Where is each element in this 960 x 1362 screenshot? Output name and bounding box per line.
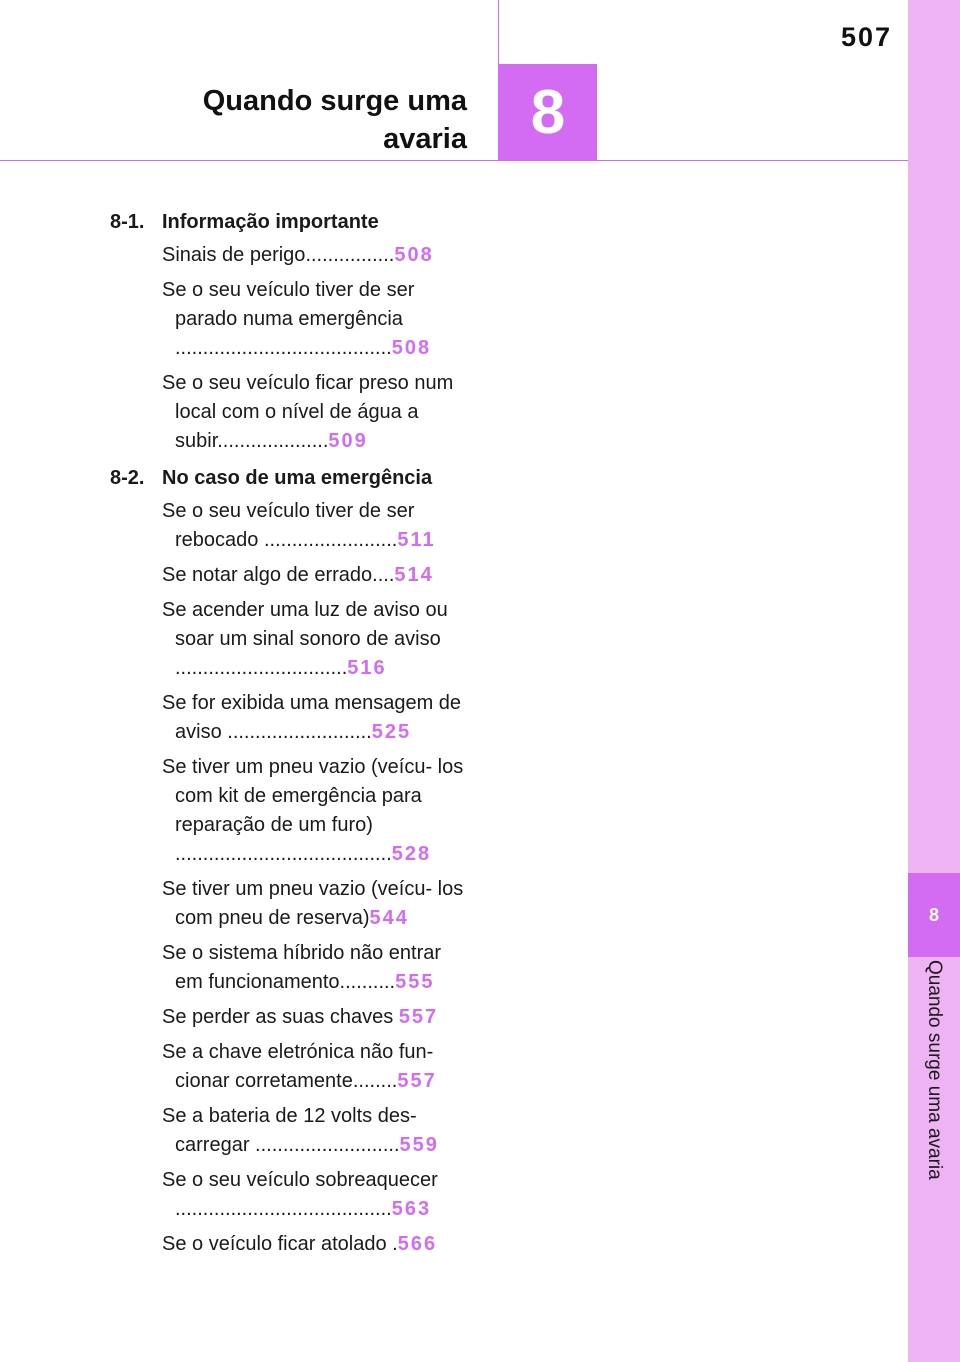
section-1: [110, 206, 470, 456]
entry-text: Se acender uma luz de aviso ou soar um sinal sonoro de aviso: [162, 599, 448, 650]
page-number: 507: [840, 22, 892, 52]
entry-page-link[interactable]: 516: [347, 657, 387, 679]
chapter-number: 8: [530, 77, 566, 147]
entry-leader: ....................: [217, 430, 329, 452]
toc-entry[interactable]: [162, 276, 471, 363]
chapter-title: [150, 82, 467, 158]
entry-leader: .......................................: [175, 337, 392, 359]
section-title: Informação importante: [162, 211, 379, 233]
toc-entry[interactable]: [162, 689, 471, 747]
table-of-contents: [110, 206, 470, 1265]
chapter-title-line1: Quando surge uma: [202, 85, 467, 117]
toc-entry[interactable]: [162, 875, 471, 933]
entry-leader: ..........: [339, 971, 396, 993]
side-chapter-label: Quando surge uma avaria: [924, 960, 945, 1180]
entry-leader: ........: [352, 1070, 398, 1092]
toc-entry[interactable]: [162, 241, 471, 270]
entry-page-link[interactable]: 557: [398, 1006, 439, 1028]
entry-page-link[interactable]: 544: [369, 907, 409, 929]
entry-text: Se o veículo ficar atolado: [162, 1233, 387, 1255]
section-title: No caso de uma emergência: [162, 467, 433, 489]
entry-leader: ..........................: [249, 1134, 400, 1156]
entry-page-link[interactable]: 555: [395, 971, 435, 993]
entry-page-link[interactable]: 514: [394, 564, 434, 586]
toc-entry[interactable]: [162, 1230, 471, 1259]
entry-page-link[interactable]: 509: [328, 430, 368, 452]
entry-text: Se o seu veículo tiver de ser rebocado: [162, 500, 415, 551]
toc-entry[interactable]: [162, 369, 471, 456]
toc-entry[interactable]: [162, 1003, 471, 1032]
entry-page-link[interactable]: 511: [397, 529, 436, 551]
toc-entry[interactable]: [162, 753, 471, 869]
chapter-title-line2: avaria: [383, 123, 467, 155]
section-heading: [110, 462, 470, 494]
toc-entry[interactable]: [162, 1102, 471, 1160]
section-2: [110, 462, 470, 1259]
entry-text: Se o seu veículo sobreaquecer: [162, 1169, 438, 1191]
toc-entry[interactable]: [162, 939, 471, 997]
entry-text: Se for exibida uma mensagem de aviso: [162, 692, 462, 743]
toc-entry[interactable]: [162, 596, 471, 683]
entry-text: Se notar algo de errado: [162, 564, 373, 586]
section-number: 8-2.: [110, 467, 145, 489]
entry-text: Se o seu veículo ficar preso num local com o nível de água a subir: [162, 372, 454, 452]
entry-page-link[interactable]: 508: [394, 244, 434, 266]
toc-entry[interactable]: [162, 1166, 471, 1224]
entry-page-link[interactable]: 559: [399, 1134, 439, 1156]
entry-text: Se o sistema híbrido não entrar em funcionamento: [162, 942, 442, 993]
entry-leader: .......................................: [175, 843, 392, 865]
entry-page-link[interactable]: 528: [391, 843, 432, 865]
entry-leader: ........................: [258, 529, 398, 551]
side-chapter-tab[interactable]: [908, 873, 960, 957]
entry-text: Se tiver um pneu vazio (veícu- los com pneu de reserva): [162, 878, 464, 929]
entry-leader: ....: [372, 564, 395, 586]
entry-page-link[interactable]: 566: [397, 1233, 438, 1255]
entry-page-link[interactable]: 563: [391, 1198, 432, 1220]
toc-entry[interactable]: [162, 497, 471, 555]
chapter-number-box: [499, 64, 597, 160]
section-heading: [110, 206, 470, 238]
entry-leader: .......................................: [175, 1198, 392, 1220]
header-divider-horizontal: [0, 160, 908, 161]
entry-leader: ...............................: [175, 657, 348, 679]
entry-text: Se tiver um pneu vazio (veícu- los com kit de emergência para reparação de um furo): [162, 756, 464, 836]
entry-text: Se perder as suas chaves: [162, 1006, 394, 1028]
entry-text: Se a chave eletrónica não fun- cionar corretamente: [162, 1041, 434, 1092]
entry-page-link[interactable]: 525: [371, 721, 412, 743]
toc-entry[interactable]: [162, 561, 471, 590]
entry-page-link[interactable]: 508: [391, 337, 432, 359]
side-chapter-number: 8: [928, 904, 939, 925]
entry-text: Se a bateria de 12 volts des- carregar: [162, 1105, 417, 1156]
section-number: 8-1.: [110, 211, 145, 233]
entry-page-link[interactable]: 557: [397, 1070, 437, 1092]
toc-entry[interactable]: [162, 1038, 471, 1096]
entry-leader: .: [386, 1233, 398, 1255]
entry-leader: ..........................: [221, 721, 372, 743]
entry-text: Sinais de perigo: [162, 244, 306, 266]
entry-leader: ................: [305, 244, 395, 266]
entry-text: Se o seu veículo tiver de ser parado numa emergência: [162, 279, 415, 330]
